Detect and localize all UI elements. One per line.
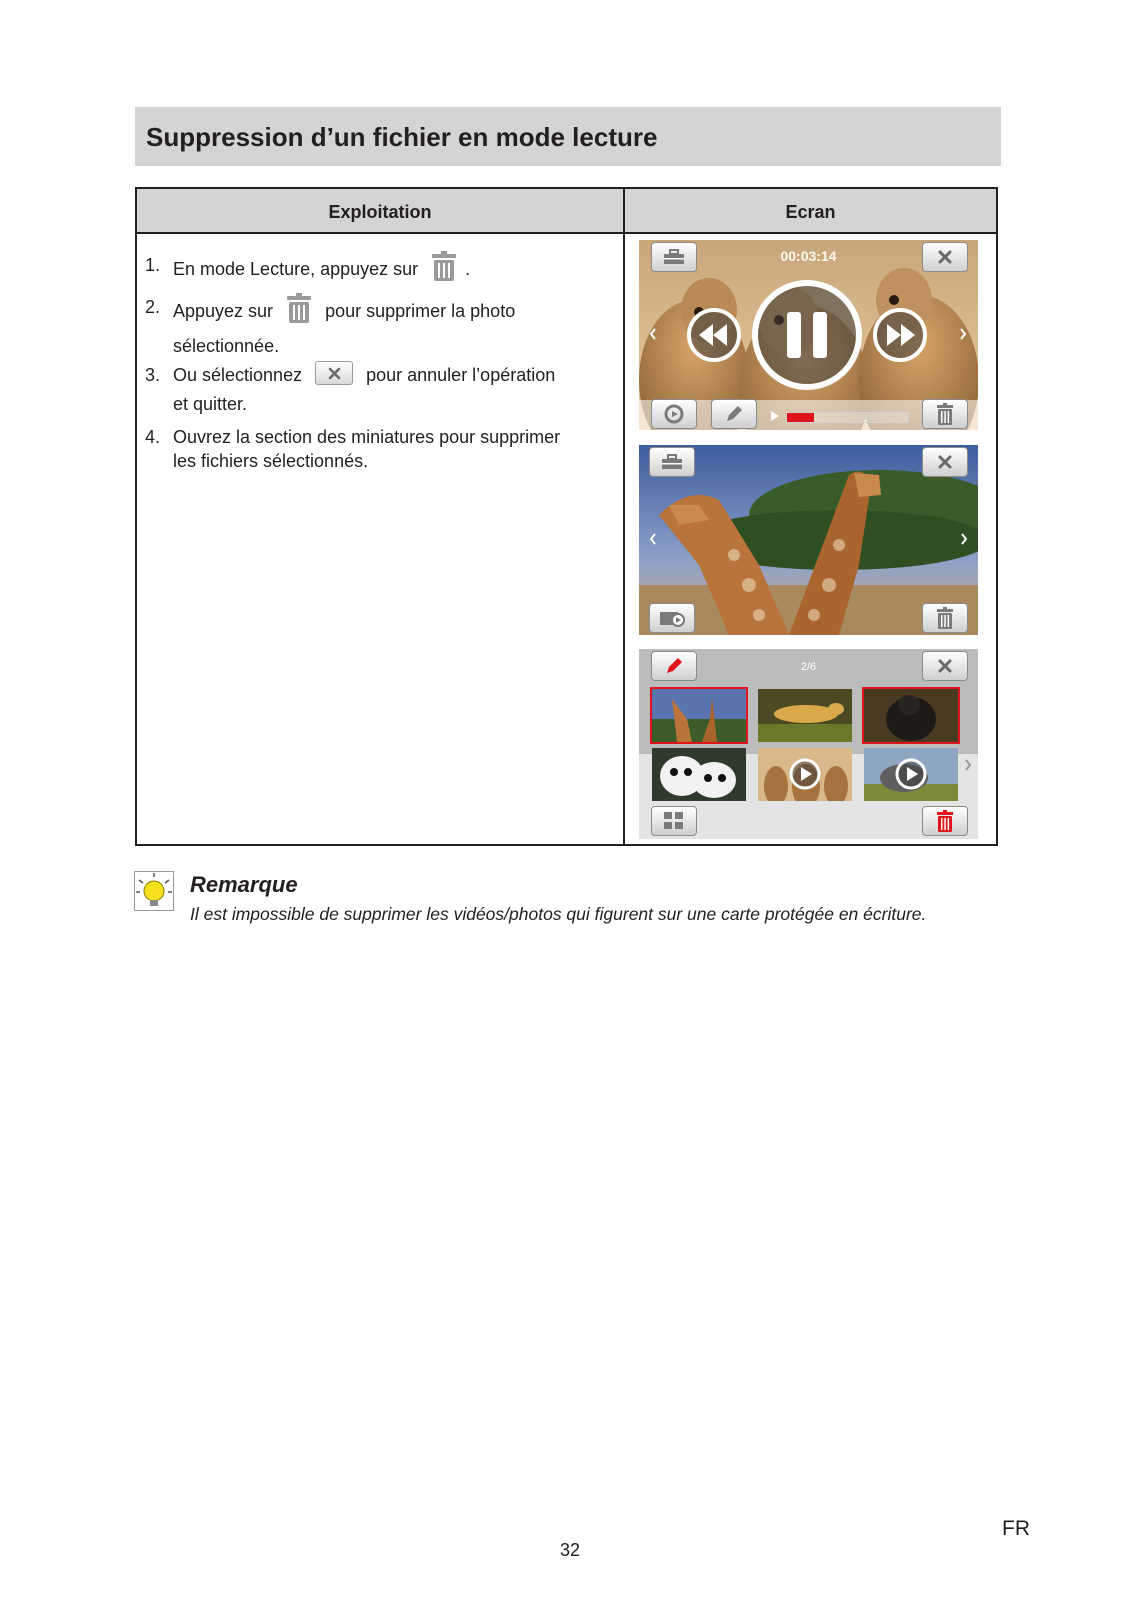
step-number: 4.	[145, 427, 161, 447]
fast-forward-icon	[877, 312, 923, 358]
step-text-cont: pour supprimer la photo	[325, 301, 516, 321]
step-item	[145, 425, 615, 473]
step-number: 1.	[145, 255, 161, 275]
thumbnail-gorilla[interactable]	[864, 689, 958, 742]
edit-button[interactable]	[651, 651, 697, 681]
lightbulb-icon	[134, 871, 174, 911]
gorilla-thumbnail-image	[864, 689, 958, 742]
slideshow-button[interactable]	[649, 603, 695, 633]
step-number: 3.	[145, 365, 161, 385]
step-text-line2: sélectionnée.	[173, 336, 280, 356]
toolbox-icon	[663, 249, 685, 265]
trash-icon	[936, 403, 954, 425]
trash-icon	[936, 810, 954, 832]
step-text: Ou sélectionnez	[173, 365, 303, 385]
step-text: Ouvrez la section des miniatures pour supprimer	[173, 427, 561, 447]
close-button-icon	[315, 361, 353, 385]
next-arrow-icon[interactable]	[960, 533, 968, 545]
slideshow-icon	[659, 609, 685, 627]
play-indicator-icon	[770, 410, 780, 422]
close-button[interactable]	[922, 651, 968, 681]
toolbox-button[interactable]	[651, 242, 697, 272]
step-text-line2: les fichiers sélectionnés.	[173, 451, 369, 471]
fast-forward-button[interactable]	[873, 308, 927, 362]
page-number: 32	[559, 1540, 581, 1560]
close-icon	[938, 659, 952, 673]
next-arrow-icon[interactable]	[964, 759, 972, 771]
thumbnail-giraffes[interactable]	[652, 689, 746, 742]
close-icon	[938, 455, 952, 469]
rewind-button[interactable]	[687, 308, 741, 362]
step-number: 2.	[145, 297, 161, 317]
cheetah-thumbnail-image	[758, 689, 852, 742]
thumbnail-elephant-video[interactable]	[864, 748, 958, 801]
header-exploitation: Exploitation	[328, 202, 432, 222]
step-text-line2: et quitter.	[173, 394, 248, 414]
steps-list	[145, 251, 615, 475]
giraffes-thumbnail-image	[652, 689, 746, 742]
next-arrow-icon[interactable]	[959, 328, 967, 340]
toolbox-icon	[661, 454, 683, 470]
step-item	[145, 293, 615, 359]
delete-selected-button[interactable]	[922, 806, 968, 836]
trash-icon	[936, 607, 954, 629]
pandas-thumbnail-image	[652, 748, 746, 801]
column-divider	[623, 189, 625, 844]
header-ecran: Ecran	[785, 202, 836, 222]
toolbox-button[interactable]	[649, 447, 695, 477]
note-text: Il est impossible de supprimer les vidéos/photos qui figurent sur une carte protégée en écriture.	[190, 904, 927, 924]
pause-button[interactable]	[752, 280, 862, 390]
video-playback-screen	[639, 240, 978, 430]
meerkats-thumbnail-image	[758, 748, 852, 801]
close-icon	[938, 250, 952, 264]
note-title: Remarque	[190, 872, 298, 897]
edit-button[interactable]	[711, 399, 757, 429]
elephant-thumbnail-image	[864, 748, 958, 801]
page-title: Suppression d’un fichier en mode lecture	[146, 122, 658, 152]
rotate-icon	[663, 403, 685, 425]
photo-playback-screen	[639, 445, 978, 635]
thumbnail-meerkats-video[interactable]	[758, 748, 852, 801]
rotate-button[interactable]	[651, 399, 697, 429]
grid-icon	[663, 811, 685, 831]
close-button[interactable]	[922, 447, 968, 477]
table-header-row	[137, 189, 996, 234]
step-text-end: .	[465, 259, 471, 279]
language-code: FR	[1002, 1517, 1030, 1540]
trash-icon	[286, 293, 312, 332]
prev-arrow-icon[interactable]	[649, 533, 657, 545]
rewind-icon	[691, 312, 737, 358]
prev-arrow-icon[interactable]	[649, 328, 657, 340]
video-progress-fill	[787, 413, 814, 422]
close-button[interactable]	[922, 242, 968, 272]
delete-button[interactable]	[922, 399, 968, 429]
trash-icon	[431, 251, 457, 290]
thumbnail-screen	[639, 649, 978, 839]
step-text: Appuyez sur	[173, 301, 274, 321]
step-item	[145, 251, 615, 291]
thumbnail-pandas[interactable]	[652, 748, 746, 801]
pause-icon	[758, 286, 856, 384]
step-text: En mode Lecture, appuyez sur	[173, 259, 419, 279]
file-counter: 2/6	[800, 661, 817, 673]
delete-button[interactable]	[922, 603, 968, 633]
playback-time: 00:03:14	[780, 248, 837, 264]
step-item	[145, 361, 615, 423]
section-title-band	[135, 107, 1001, 166]
thumbnail-view-button[interactable]	[651, 806, 697, 836]
pencil-icon	[724, 404, 744, 424]
pencil-icon	[664, 656, 684, 676]
thumbnail-cheetah[interactable]	[758, 689, 852, 742]
video-progress-bar[interactable]	[786, 412, 909, 423]
step-text-cont: pour annuler l’opération	[366, 365, 556, 385]
